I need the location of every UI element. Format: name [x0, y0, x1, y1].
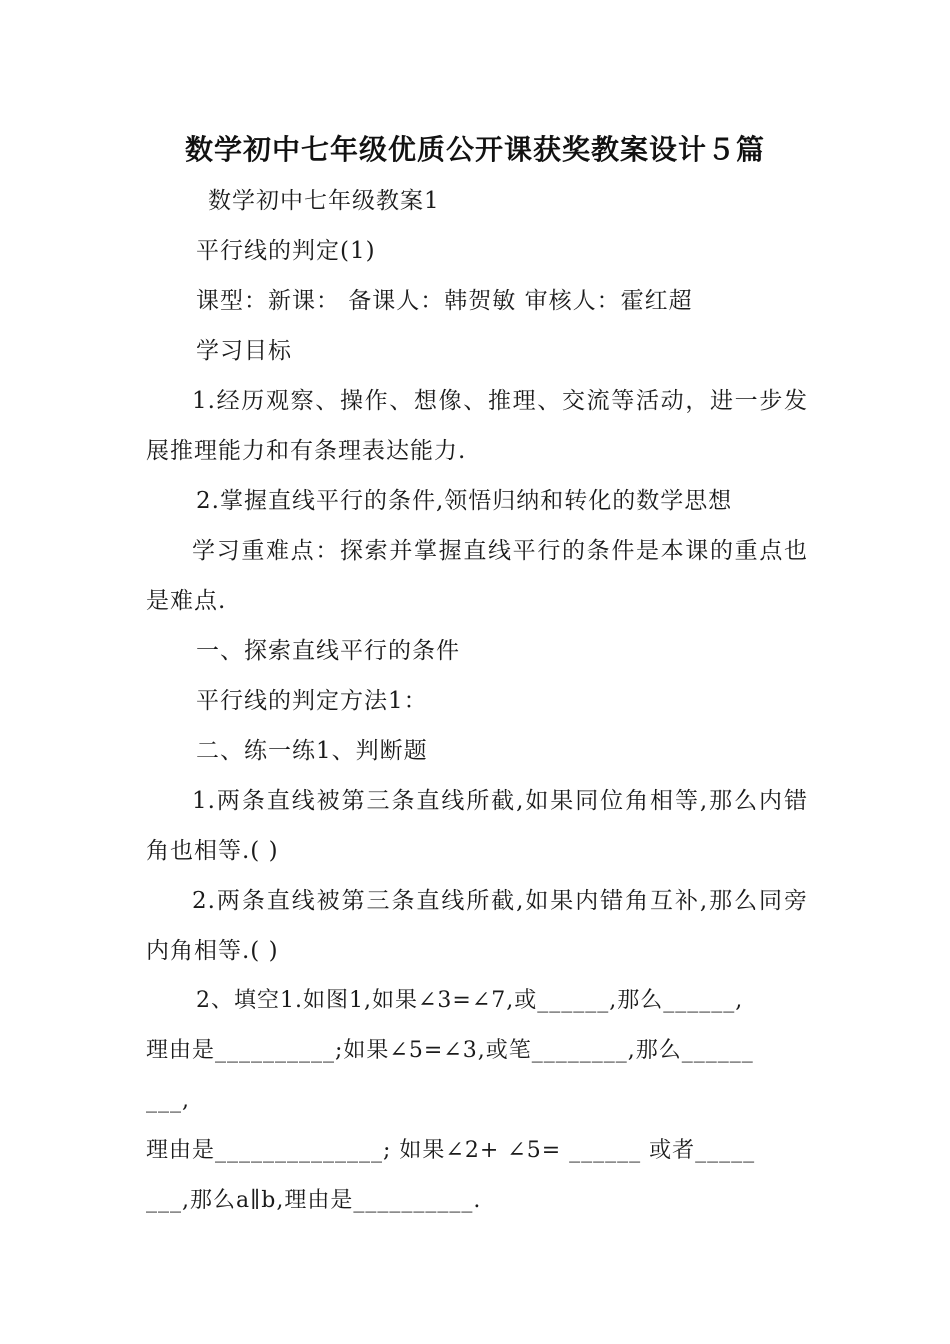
part-1-heading: 一、探索直线平行的条件 — [196, 638, 460, 664]
document-title: 数学初中七年级优质公开课获奖教案设计５篇 — [184, 133, 765, 166]
fill-blank-line-c: 理由是______________; 如果∠2+ ∠5= ______ 或者_____ — [146, 1138, 756, 1163]
goals-heading: 学习目标 — [196, 338, 292, 364]
lesson-meta: 课型：新课： 备课人：韩贺敏 审核人：霍红超 — [196, 288, 693, 314]
judge-question-1: 1.两条直线被第三条直线所截,如果同位角相等,那么内错角也相等.( ) — [146, 788, 808, 864]
goal-2: 2.掌握直线平行的条件,领悟归纳和转化的数学思想 — [196, 488, 733, 514]
method-1: 平行线的判定方法1： — [196, 688, 428, 714]
fill-blank-line-b: ___, — [146, 1088, 190, 1113]
section-title: 数学初中七年级教案1 — [208, 188, 440, 214]
judge-question-2: 2.两条直线被第三条直线所截,如果内错角互补,那么同旁内角相等.( ) — [146, 888, 808, 964]
goal-1: 1.经历观察、操作、想像、推理、交流等活动，进一步发展推理能力和有条理表达能力. — [146, 388, 808, 464]
lesson-title: 平行线的判定(1) — [196, 238, 376, 264]
fill-blank-line-d: ___,那么a∥b,理由是__________. — [146, 1188, 482, 1213]
fill-blank-line-a: 理由是__________;如果∠5=∠3,或笔________,那么______ — [146, 1038, 754, 1063]
part-2-heading: 二、练一练1、判断题 — [196, 738, 428, 764]
fill-blank-intro: 2、填空1.如图1,如果∠3=∠7,或______,那么______, — [196, 988, 744, 1013]
key-points: 学习重难点：探索并掌握直线平行的条件是本课的重点也是难点. — [146, 538, 808, 614]
